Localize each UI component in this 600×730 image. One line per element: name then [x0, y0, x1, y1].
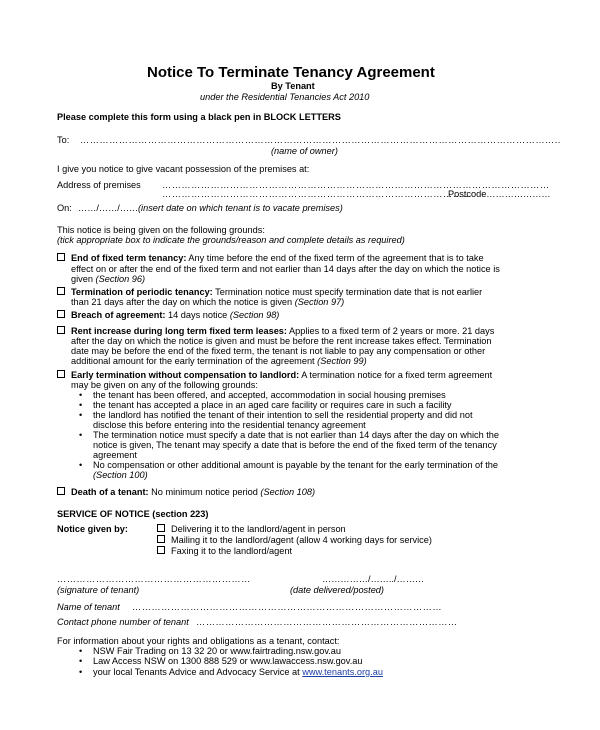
fixed-term-checkbox[interactable]: [57, 253, 65, 261]
service-option-person: Delivering it to the landlord/agent in person: [157, 524, 346, 535]
page-title: Notice To Terminate Tenancy Agreement: [147, 64, 435, 81]
fixed-term-text: effect on or after the end of the fixed term and not earlier than 14 days after the day on which the notice is: [71, 264, 500, 274]
rent-increase-checkbox[interactable]: [57, 326, 65, 334]
to-label: To:: [57, 135, 70, 145]
ground-fixed-term: End of fixed term tenancy: Any time before the end of the fixed term of the agreement that is to take: [57, 253, 484, 264]
rent-increase-text: after the day on which the notice is given and must be before the rent increase takes effect. Termination: [71, 336, 492, 346]
tenants-website-link[interactable]: www.tenants.org.au: [302, 667, 383, 677]
address-label: Address of premises: [57, 180, 141, 190]
contact-tenants-advice: • your local Tenants Advice and Advocacy Service at www.tenants.org.au: [93, 667, 383, 678]
early-termination-text: may be given on any of the following grounds:: [71, 380, 258, 390]
address-field-line2[interactable]: ……………………………………………………………………………………: [162, 189, 472, 199]
info-intro: For information about your rights and obligations as a tenant, contact:: [57, 636, 340, 646]
date-delivered-field[interactable]: ……………/……../………: [322, 574, 425, 584]
address-field[interactable]: …………………………………………………………………………………………………………: [162, 180, 550, 190]
vacant-possession-text: I give you notice to give vacant possession of the premises at:: [57, 164, 310, 174]
tenant-name-label: Name of tenant: [57, 602, 120, 612]
contact-law-access: • Law Access NSW on 1300 888 529 or www.lawaccess.nsw.gov.au: [93, 656, 362, 667]
ground-early-termination: Early termination without compensation to landlord: A termination notice for a fixed term agreement: [57, 370, 492, 381]
early-bullet-2: • the tenant has accepted a place in an aged care facility or requires care in such a facility: [93, 400, 452, 411]
ground-periodic: Termination of periodic tenancy: Termination notice must specify termination date that is not earlier: [57, 287, 482, 298]
service-option-mail: Mailing it to the landlord/agent (allow 4 working days for service): [157, 535, 432, 546]
death-checkbox[interactable]: [57, 487, 65, 495]
ground-death: Death of a tenant: No minimum notice period (Section 108): [57, 487, 315, 498]
date-delivered-label: (date delivered/posted): [290, 585, 384, 595]
breach-checkbox[interactable]: [57, 310, 65, 318]
service-heading: SERVICE OF NOTICE (section 223): [57, 509, 209, 519]
rent-increase-text-2: date may be before the end of the fixed term, the tenant is not liable to pay any compensation or other: [71, 346, 486, 356]
signature-label: (signature of tenant): [57, 585, 140, 595]
periodic-text: than 21 days after the day on which the notice is given (Section 97): [71, 297, 345, 307]
grounds-hint: (tick appropriate box to indicate the grounds/reason and complete details as required): [57, 235, 405, 245]
ground-breach: Breach of agreement: 14 days notice (Section 98): [57, 310, 279, 321]
service-fax-checkbox[interactable]: [157, 546, 165, 554]
vacate-date-field[interactable]: ……/……/……: [78, 203, 139, 213]
service-mail-checkbox[interactable]: [157, 535, 165, 543]
to-field[interactable]: …………………………………………………………………………………………………………………………………..: [80, 135, 561, 145]
early-bullet-4-cont: notice is given, The tenant may specify a date that is before the end of the fixed term of the tenancy: [93, 440, 497, 450]
early-bullet-3: • the landlord has notified the tenant of their intention to sell the residential property and did not: [93, 410, 473, 421]
grounds-intro: This notice is being given on the following grounds:: [57, 225, 265, 235]
page-subtitle: By Tenant: [271, 81, 315, 91]
signature-field[interactable]: ……………………………………………………: [57, 574, 251, 584]
early-bullet-1: • the tenant has been offered, and accepted, accommodation in social housing premises: [93, 390, 446, 401]
early-bullet-5: • No compensation or other additional amount is payable by the tenant for the early termination of the: [93, 460, 498, 471]
instruction-text: Please complete this form using a black pen in BLOCK LETTERS: [57, 112, 341, 122]
fixed-term-text-end: given (Section 96): [71, 274, 146, 284]
service-person-checkbox[interactable]: [157, 524, 165, 532]
periodic-checkbox[interactable]: [57, 287, 65, 295]
early-bullet-4-cont-2: agreement: [93, 450, 137, 460]
early-termination-checkbox[interactable]: [57, 370, 65, 378]
service-option-fax: Faxing it to the landlord/agent: [157, 546, 292, 557]
owner-hint: (name of owner): [271, 146, 338, 156]
tenant-name-field[interactable]: ……………………………………………………………………………………: [132, 602, 442, 612]
contact-phone-field[interactable]: ………………………………………………………………………: [196, 617, 458, 627]
on-label: On:: [57, 203, 72, 213]
notice-given-label: Notice given by:: [57, 524, 128, 534]
early-bullet-3-cont: disclose this before entering into the residential tenancy agreement: [93, 420, 366, 430]
postcode-field[interactable]: Postcode…………………: [448, 189, 551, 199]
rent-increase-text-3: additional amount for the early termination of the agreement (Section 99): [71, 356, 367, 366]
act-reference: under the Residential Tenancies Act 2010: [200, 92, 370, 102]
early-bullet-4: • The termination notice must specify a date that is not earlier than 14 days after the day on which the: [93, 430, 499, 441]
ground-rent-increase: Rent increase during long term fixed term leases: Applies to a fixed term of 2 years or more. 21 days: [57, 326, 494, 337]
contact-phone-label: Contact phone number of tenant: [57, 617, 189, 627]
vacate-date-hint: (insert date on which tenant is to vacate premises): [138, 203, 343, 213]
contact-fair-trading: • NSW Fair Trading on 13 32 20 or www.fairtrading.nsw.gov.au: [93, 646, 341, 657]
early-bullet-5-section: (Section 100): [93, 470, 148, 480]
